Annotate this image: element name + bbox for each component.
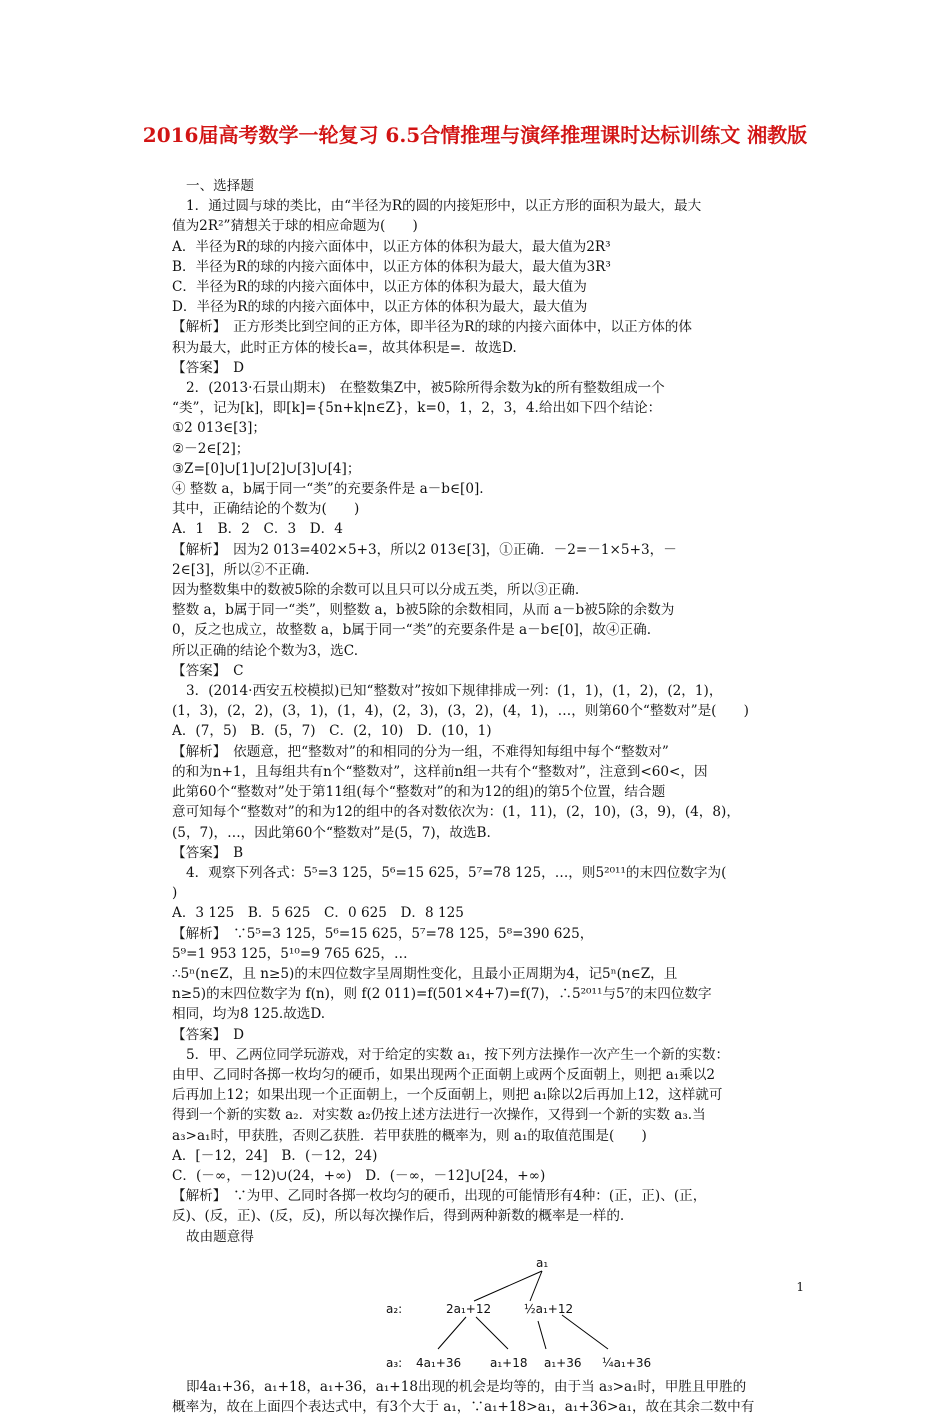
- tree-leaf-4: ¼a₁+36: [602, 1355, 652, 1370]
- text-line: ②－2∈[2]；: [172, 440, 250, 457]
- text-line: 值为2R²”猜想关于球的相应命题为( ): [172, 218, 418, 235]
- text-line: 3．(2014·西安五校模拟)已知“整数对”按如下规律排成一列：(1，1)，(1，2)，(2，1)，: [186, 683, 723, 700]
- text-line: 由甲、乙同时各掷一枚均匀的硬币，如果出现两个正面朝上或两个反面朝上，则把 a₁乘以2: [172, 1066, 716, 1083]
- text-line: ③Z=[0]∪[1]∪[2]∪[3]∪[4]；: [172, 460, 361, 477]
- text-line: 后再加上12；如果出现一个正面朝上，一个反面朝上，则把 a₁除以2后再加上12，这样就可: [172, 1087, 723, 1104]
- text-line: 所以正确的结论个数为3，选C.: [172, 642, 359, 659]
- text-line: A．1 B．2 C．3 D．4: [172, 521, 343, 538]
- text-lines: [172, 196, 806, 1247]
- tree-diagram: [386, 1253, 672, 1371]
- text-line: ④ 整数 a，b属于同一“类”的充要条件是 a－b∈[0].: [172, 481, 484, 498]
- text-line: 意可知每个“整数对”的和为12的组中的各对数依次为：(1，11)，(2，10)，(3，9)，(4，8)，: [172, 804, 740, 821]
- tree-label-a2: a₂:: [386, 1301, 403, 1316]
- text-line: 1．通过圆与球的类比，由“半径为R的圆的内接矩形中，以正方形的面积为最大，最大: [186, 198, 702, 215]
- text-line: 2．(2013·石景山期末) 在整数集Z中，被5除所得余数为k的所有整数组成一个: [186, 380, 665, 397]
- text-line: ①2 013∈[3]；: [172, 420, 267, 437]
- text-line: 【解析】 ∵为甲、乙同时各掷一枚均匀的硬币，出现的可能情形有4种：(正，正)、(正，: [172, 1188, 707, 1205]
- text-line: A．[－12，24] B．(－12，24): [172, 1147, 378, 1164]
- document-body: [172, 176, 806, 1417]
- section-heading: 一、选择题: [186, 178, 254, 194]
- text-line: A．(7，5) B．(5，7) C．(2，10) D．(10，1): [172, 723, 492, 740]
- text-line: 整数 a，b属于同一“类”，则整数 a，b被5除的余数相同，从而 a－b被5除的余数为: [172, 602, 675, 619]
- text-line: 【答案】 D: [172, 1026, 245, 1043]
- text-line: 2∈[3]，所以②不正确.: [172, 561, 310, 578]
- text-line: 其中，正确结论的个数为( ): [172, 501, 360, 518]
- text-line: 积为最大，此时正方体的棱长a=，故其体积是=．故选D.: [172, 339, 517, 356]
- text-line: 得到一个新的实数 a₂．对实数 a₂仍按上述方法进行一次操作，又得到一个新的实数 a₃.当: [172, 1107, 706, 1124]
- text-line: 4．观察下列各式：5⁵=3 125，5⁶=15 625，5⁷=78 125，…，则5²⁰¹¹的末四位数字为(: [186, 864, 727, 881]
- text-line: 【解析】 因为2 013=402×5+3，所以2 013∈[3]，①正确．－2=－1×5+3，－: [172, 541, 677, 558]
- text-line: 5．甲、乙两位同学玩游戏，对于给定的实数 a₁，按下列方法操作一次产生一个新的实数：: [186, 1046, 730, 1063]
- text-line: 【解析】 正方形类比到空间的正方体，即半径为R的球的内接六面体中，以正方体的体: [172, 319, 692, 336]
- text-line: 【解析】 依题意，把“整数对”的和相同的分为一组，不难得知每组中每个“整数对”: [172, 743, 669, 760]
- text-lines-after: [172, 1377, 806, 1417]
- text-line: 的和为n+1，且每组共有n个“整数对”，这样前n组一共有个“整数对”，注意到<60<，因: [172, 763, 708, 780]
- text-line: “类”，记为[k]，即[k]={5n+k|n∈Z}，k=0，1，2，3，4.给出如下四个结论：: [172, 400, 662, 417]
- text-line: 即4a₁+36，a₁+18，a₁+36，a₁+18出现的机会是均等的，由于当 a₃>a₁时，甲胜且甲胜的: [186, 1378, 747, 1395]
- tree-leaf-3: a₁+36: [544, 1355, 582, 1370]
- text-line: 此第60个“整数对”处于第11组(每个“整数对”的和为12的组)的第5个位置，结合题: [172, 784, 666, 801]
- text-line: A．3 125 B．5 625 C．0 625 D．8 125: [172, 905, 464, 922]
- text-line: 相同，均为8 125.故选D.: [172, 1006, 326, 1023]
- text-line: 故由题意得: [186, 1228, 254, 1245]
- text-line: D．半径为R的球的内接六面体中，以正方体的体积为最大，最大值为: [172, 299, 588, 316]
- text-line: 0，反之也成立，故整数 a，b属于同一“类”的充要条件是 a－b∈[0]，故④正确.: [172, 622, 652, 639]
- text-line: B．半径为R的球的内接六面体中，以正方体的体积为最大，最大值为3R³: [172, 258, 611, 275]
- text-line: 因为整数集中的数被5除的余数可以且只可以分成五类，所以③正确.: [172, 582, 580, 599]
- text-line: a₃>a₁时，甲获胜，否则乙获胜．若甲获胜的概率为，则 a₁的取值范围是( ): [172, 1127, 647, 1144]
- text-line: 【答案】 D: [172, 359, 245, 376]
- text-line: 反)、(反，正)、(反，反)，所以每次操作后，得到两种新数的概率是一样的.: [172, 1208, 625, 1225]
- text-line: 5⁹=1 953 125，5¹⁰=9 765 625，…: [172, 945, 408, 962]
- text-line: n≥5)的末四位数字为 f(n)，则 f(2 011)=f(501×4+7)=f(7)，∴5²⁰¹¹与5⁷的末四位数字: [172, 986, 712, 1003]
- text-line: 【答案】 C: [172, 662, 244, 679]
- text-line: A．半径为R的球的内接六面体中，以正方体的体积为最大，最大值为2R³: [172, 238, 611, 255]
- tree-node-half-a1-12: ½a₁+12: [524, 1301, 574, 1316]
- text-line: 【解析】 ∵5⁵=3 125，5⁶=15 625，5⁷=78 125，5⁸=390 625，: [172, 925, 594, 942]
- text-line: C．(－∞，－12)∪(24，+∞) D．(－∞，－12]∪[24，+∞): [172, 1167, 546, 1184]
- tree-leaf-2: a₁+18: [490, 1355, 528, 1370]
- page-title: 2016届高考数学一轮复习 6.5合情推理与演绎推理课时达标训练文 湘教版: [142, 123, 808, 147]
- text-line: 概率为，故在上面四个表达式中，有3个大于 a₁，∵a₁+18>a₁，a₁+36>a₁，故在其余二数中有: [172, 1398, 755, 1415]
- text-line: 【答案】 B: [172, 844, 244, 861]
- tree-label-a3: a₃:: [386, 1355, 403, 1370]
- tree-node-2a1-12: 2a₁+12: [446, 1301, 492, 1316]
- text-line: (1，3)，(2，2)，(3，1)，(1，4)，(2，3)，(3，2)，(4，1)，…，则第60个“整数对”是( ): [172, 703, 749, 720]
- text-line: ∴5ⁿ(n∈Z，且 n≥5)的末四位数字呈周期性变化，且最小正周期为4，记5ⁿ(n∈Z，且: [172, 965, 678, 982]
- tree-root: a₁: [536, 1255, 549, 1270]
- text-line: (5，7)，…，因此第60个“整数对”是(5，7)，故选B.: [172, 824, 491, 841]
- text-line: ): [172, 885, 178, 902]
- tree-leaf-1: 4a₁+36: [416, 1355, 462, 1370]
- page-number: 1: [796, 1280, 804, 1294]
- text-line: C．半径为R的球的内接六面体中，以正方体的体积为最大，最大值为: [172, 279, 587, 296]
